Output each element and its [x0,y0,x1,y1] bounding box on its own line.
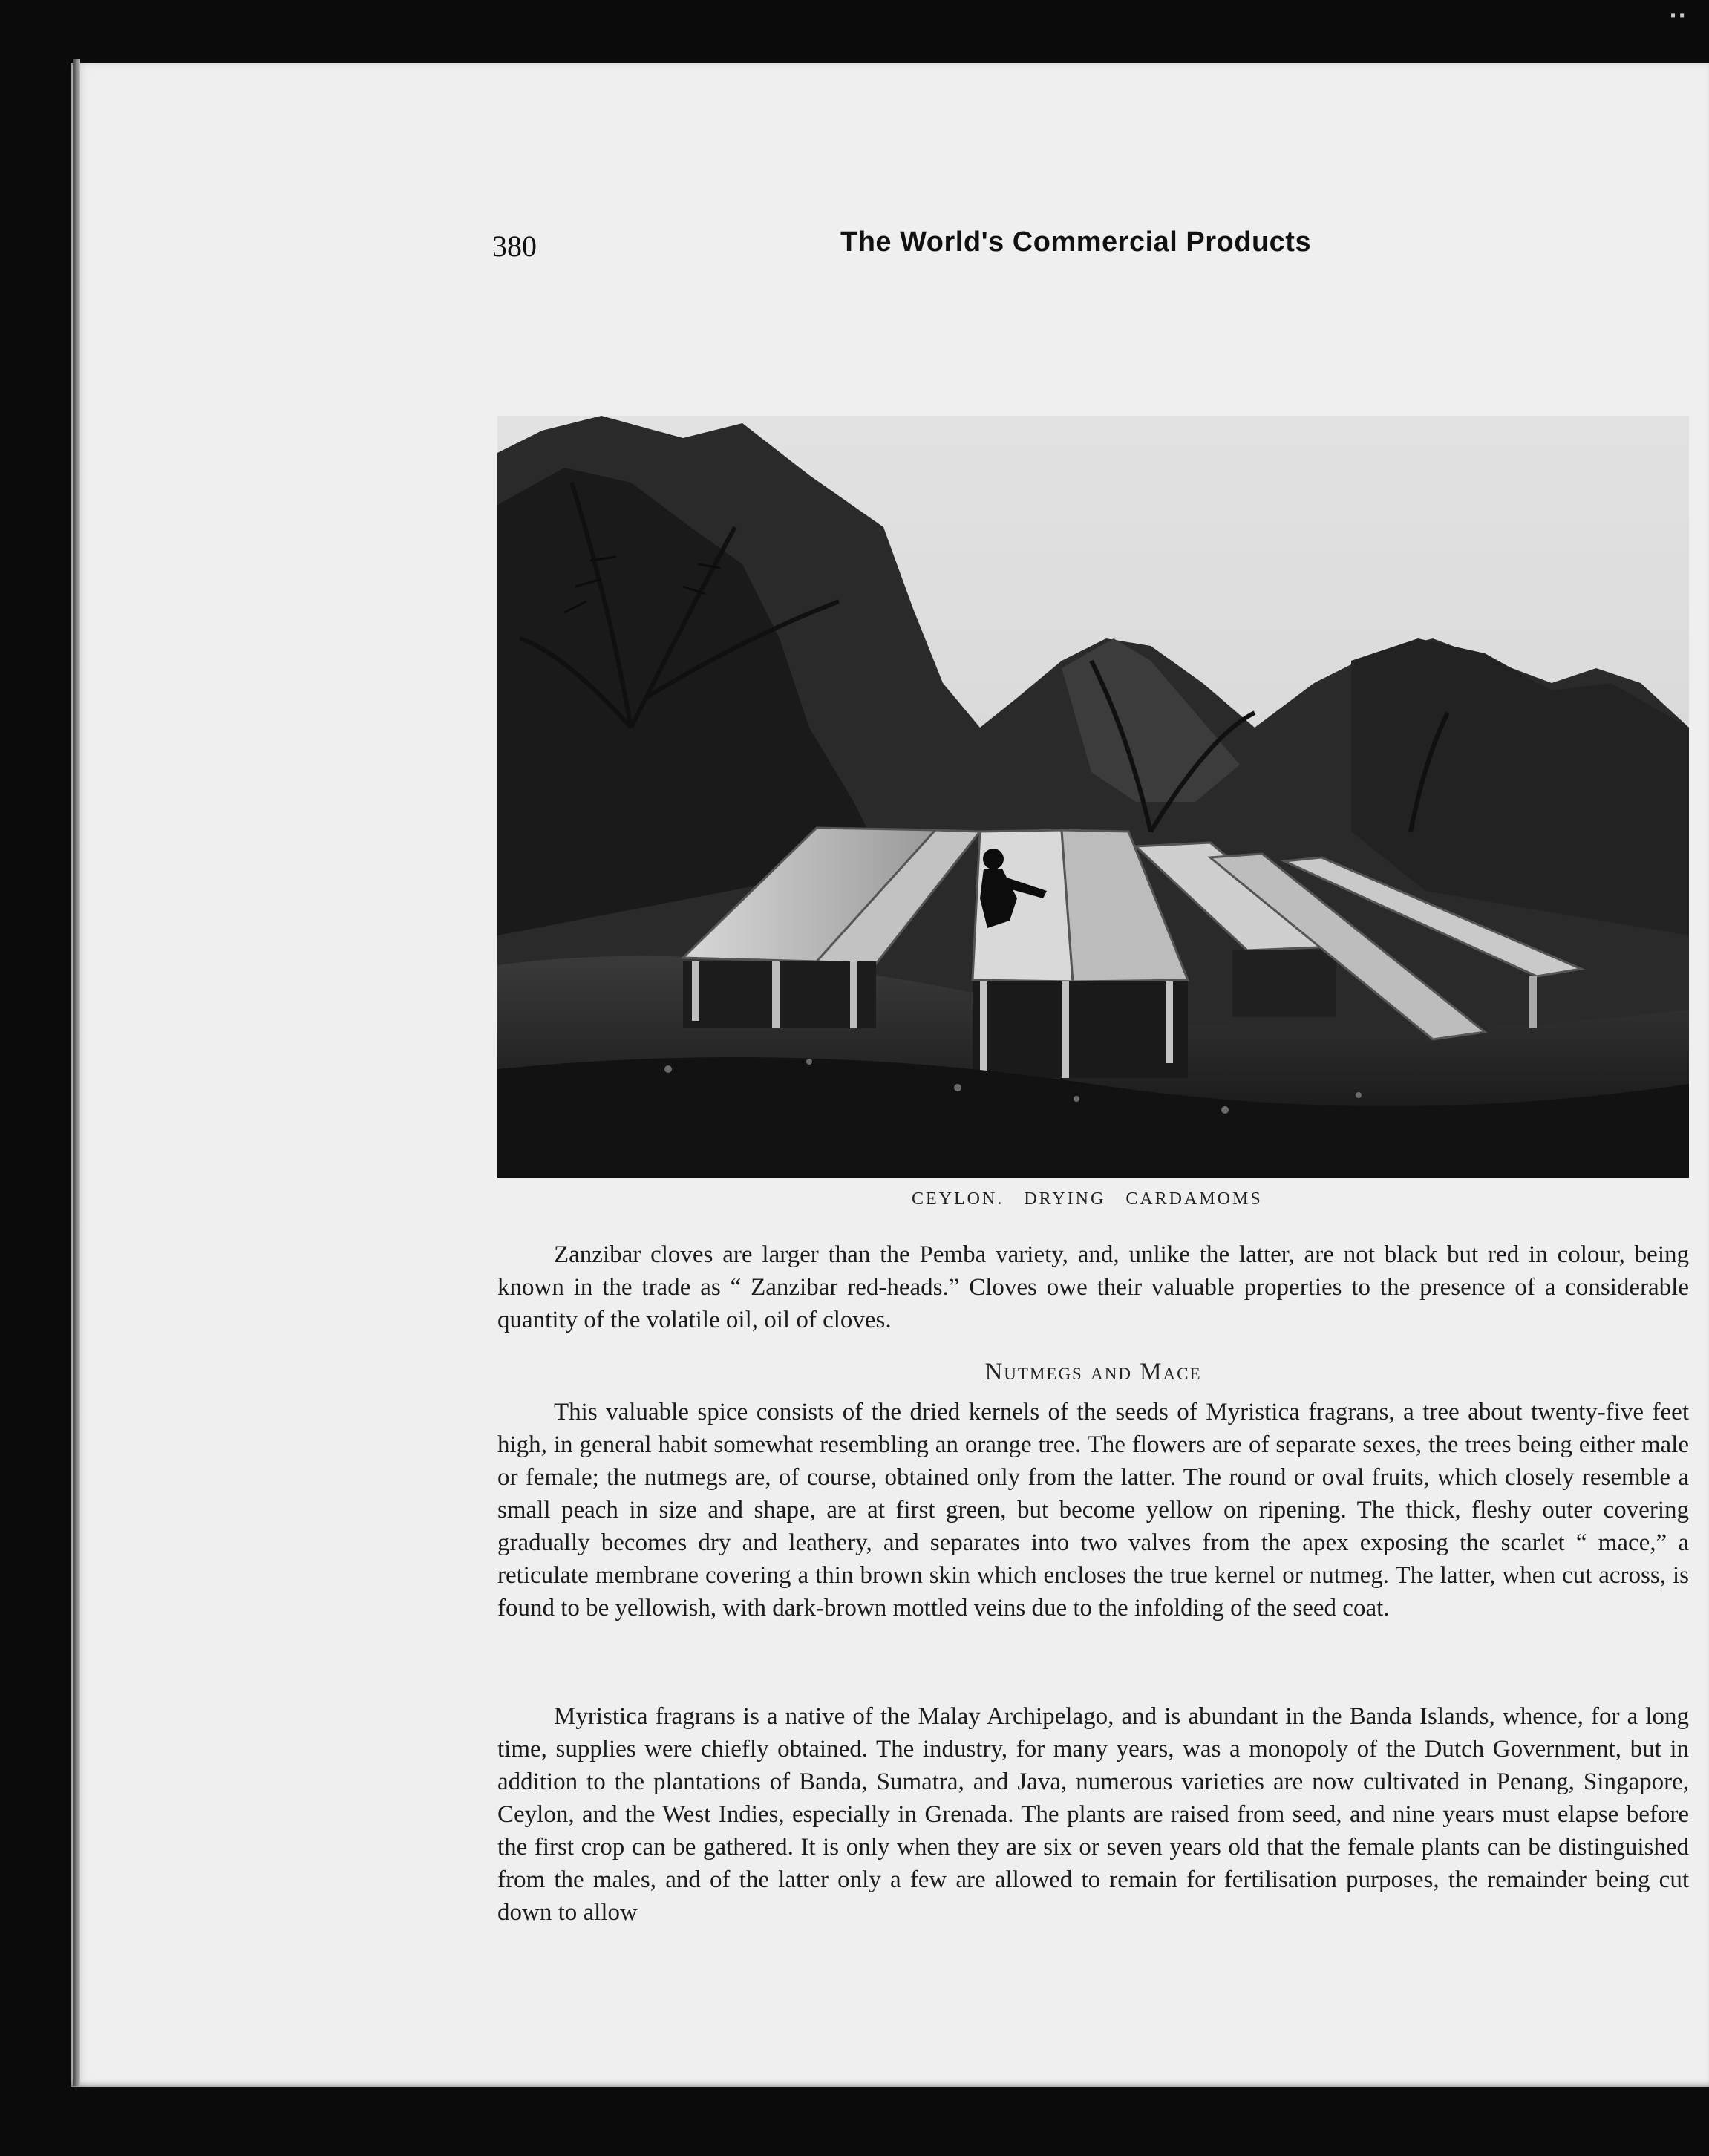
drying-cardamoms-photo [497,416,1689,1178]
paragraph-nutmeg-origin: Myristica fragrans is a native of the Malay Archipelago, and is abundant in the Banda Islands, whence, for a long time, supplies were chiefly obtained. The industry, for many years, was a monopoly of the Dutch Government, but in addition to the plantations of Banda, Sumatra, and Java, numerous varieties are now cultivated in Penang, Singapore, Ceylon, and the West Indies, especially in Grenada. The plants are raised from seed, and nine years must elapse before the first crop can be gathered. It is only when they are six or seven years old that the female plants can be distinguished from the males, and of the latter only a few are allowed to remain for fertilisation purposes, the remainder being cut down to allow [497,1703,1689,1926]
page-edge [73,59,80,2086]
running-title: The World's Commercial Products [840,226,1312,258]
scan-mark: ▪ ▪ [1670,7,1685,24]
section-heading: Nutmegs and Mace [984,1359,1202,1385]
paragraph-cloves: Zanzibar cloves are larger than the Pemba variety, and, unlike the latter, are not black but red in colour, being known in the trade as “ Zanzibar red-heads.” Cloves owe their valuable properties to the presence of a considerable quantity of the volatile oil, oil of cloves. [497,1241,1689,1333]
figure-caption: CEYLON. DRYING CARDAMOMS [912,1189,1263,1209]
paragraph-nutmeg-description: This valuable spice consists of the dried kernels of the seeds of Myristica fragrans, a tree about twenty-five feet high, in general habit somewhat resembling an orange tree. The flowers are of separate sexes, the trees being either male or female; the nutmegs are, of course, obtained only from the latter. The round or oval fruits, which closely resemble a small peach in size and shape, are at first green, but become yellow on ripening. The thick, fleshy outer covering gradually becomes dry and leathery, and separates into two valves from the apex exposing the scarlet “ mace,” a reticulate membrane covering a thin brown skin which encloses the true kernel or nutmeg. The latter, when cut across, is found to be yellowish, with dark-brown mottled veins due to the infolding of the seed coat. [497,1399,1689,1621]
page-number: 380 [492,229,537,263]
